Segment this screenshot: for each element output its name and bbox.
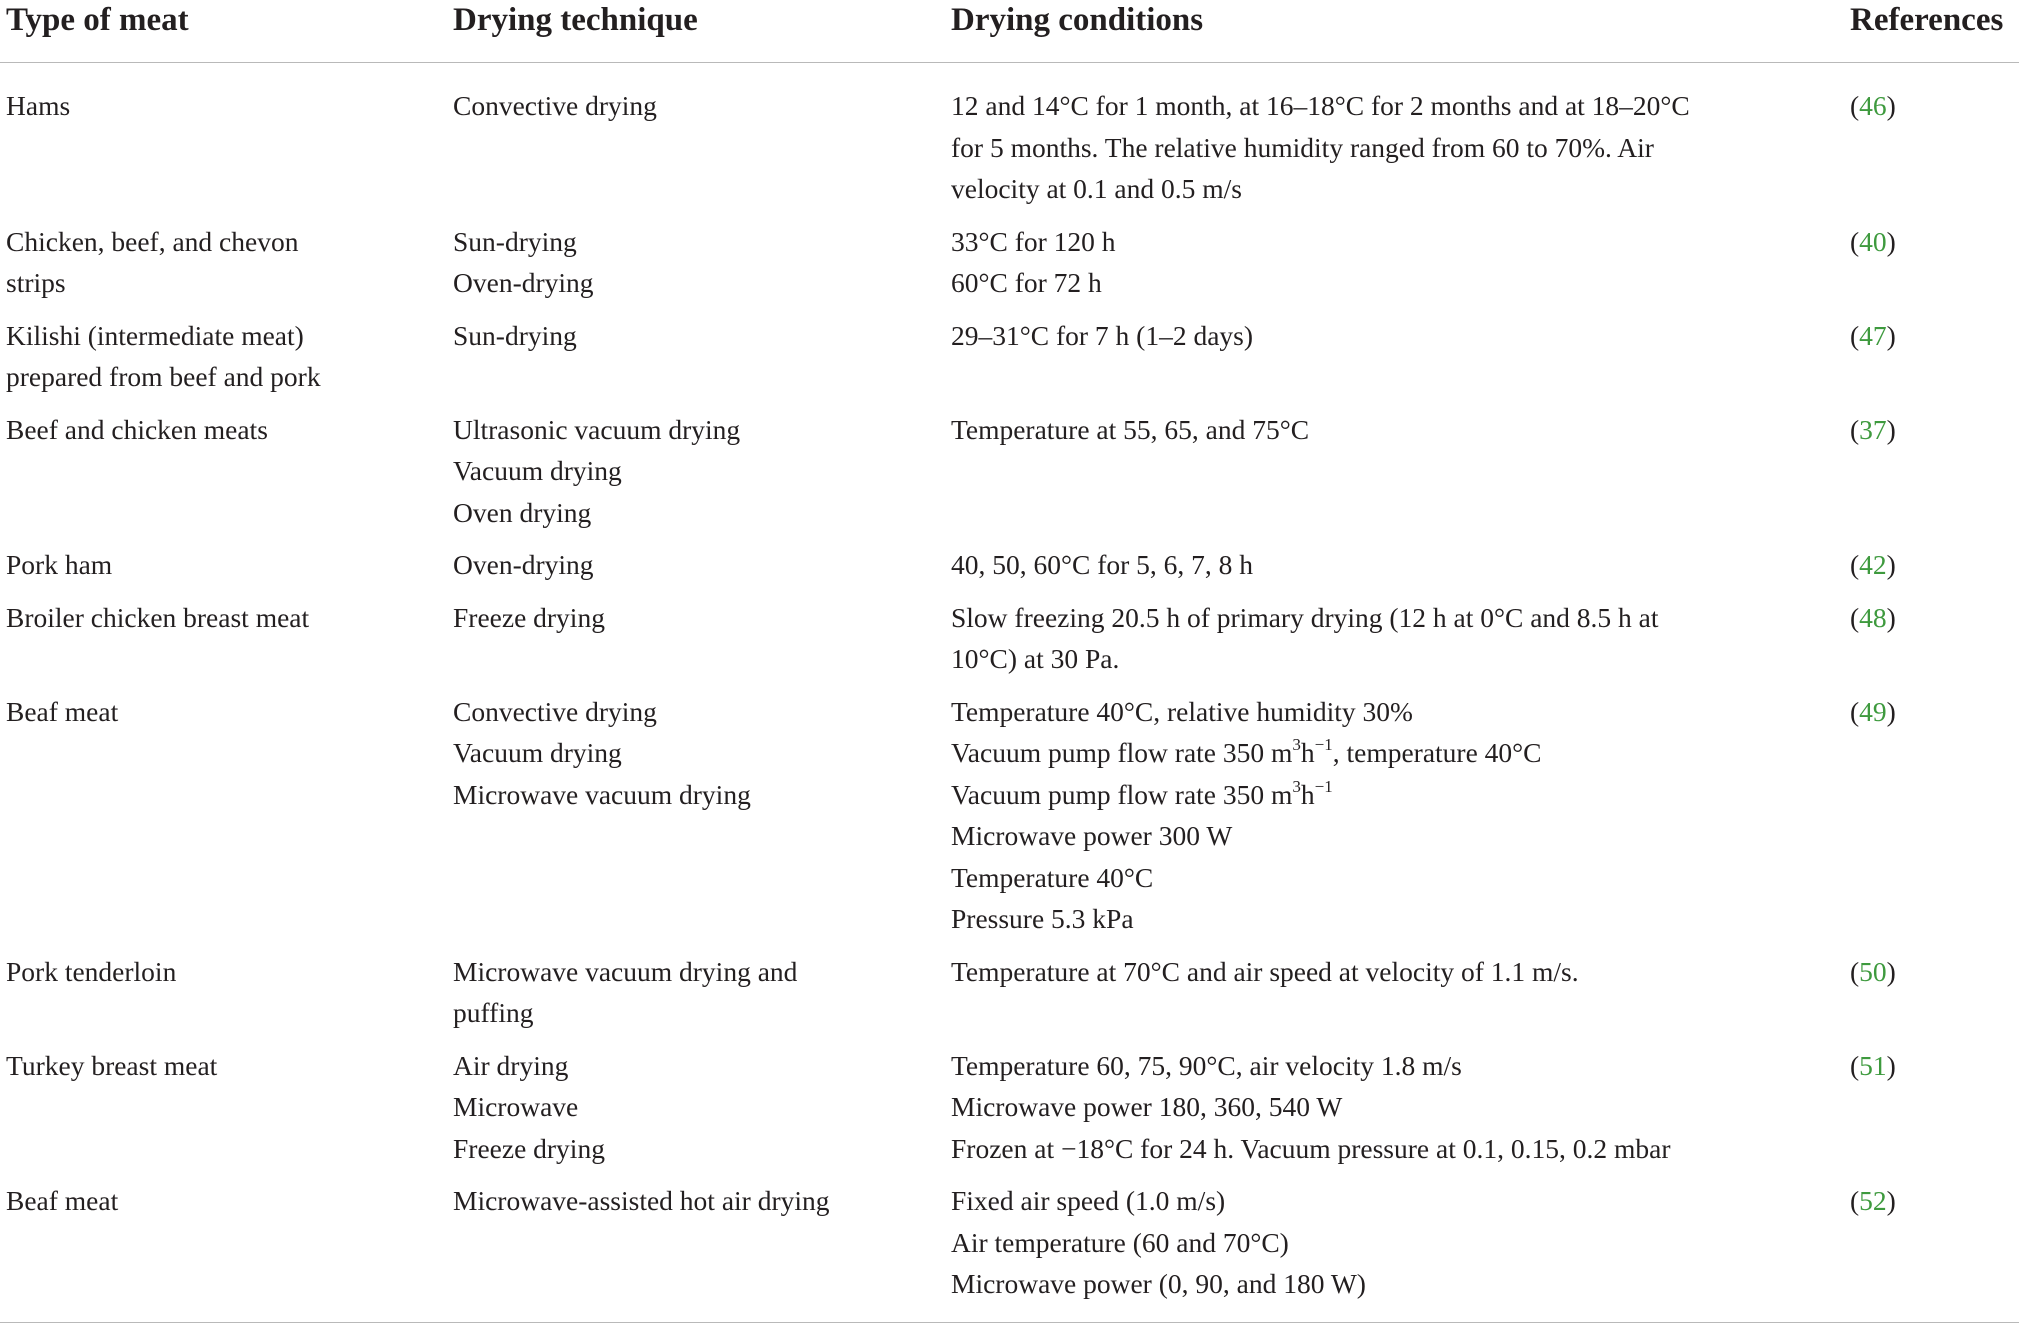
cell-type-of-meat [6,409,436,451]
cell-type-of-meat [6,951,436,993]
cell-drying-conditions-line: 60°C for 72 h [951,267,1102,298]
table-row [0,544,2019,597]
cell-drying-technique [453,409,933,534]
cell-drying-conditions-line: Air temperature (60 and 70°C) [951,1226,1289,1258]
cell-drying-conditions [951,691,1811,940]
cell-type-of-meat-line: Broiler chicken breast meat [6,601,310,633]
table-body [0,63,2019,1316]
cell-drying-conditions-line: Vacuum pump flow rate 350 $m^3h^{-1}$, temperature 40°C [951,735,1542,768]
cell-type-of-meat-line: Beaf meat [6,1185,119,1216]
cell-drying-conditions [951,221,1811,304]
cell-drying-conditions-line: velocity at 0.1 and 0.5 m/s [951,173,1242,204]
cell-drying-technique-line: Vacuum drying [453,455,622,486]
cell-drying-conditions-line: 29–31°C for 7 h (1–2 days) [951,319,1254,351]
cell-drying-conditions-line: Temperature at 70°C and air speed at velocity of 1.1 m/s. [951,955,1579,987]
cell-drying-conditions [951,85,1811,210]
cell-drying-conditions [951,315,1811,357]
cell-reference: (47) [1850,319,1896,351]
cell-drying-conditions-line: Temperature 60, 75, 90°C, air velocity 1.8 m/s [951,1049,1462,1081]
cell-reference: (51) [1850,1049,1896,1081]
cell-drying-conditions [951,951,1811,993]
cell-drying-technique-line: Freeze drying [453,601,605,633]
cell-type-of-meat-line: Pork ham [6,549,113,580]
cell-drying-technique-line: Vacuum drying [453,737,622,768]
header-drying-technique: Drying technique [453,2,698,38]
table-row [0,597,2019,691]
reference-link[interactable]: 47 [1859,319,1887,351]
cell-drying-conditions [951,409,1811,451]
cell-reference: (46) [1850,90,1896,121]
cell-drying-technique [453,221,933,304]
cell-drying-conditions-line: Vacuum pump flow rate 350 $m^3h^{-1}$ [951,776,1333,810]
cell-reference: (48) [1850,601,1896,633]
header-drying-conditions: Drying conditions [951,2,1204,38]
cell-drying-technique-line: Convective drying [453,695,657,727]
cell-drying-conditions-line: 10°C) at 30 Pa. [951,643,1120,674]
reference-link[interactable]: 37 [1859,413,1887,445]
table-row [0,951,2019,1045]
cell-type-of-meat [6,1045,436,1087]
cell-drying-conditions-line: Microwave power 180, 360, 540 W [951,1091,1343,1122]
cell-drying-conditions-line: Frozen at −18°C for 24 h. Vacuum pressure at 0.1, 0.15, 0.2 mbar [951,1132,1671,1164]
cell-type-of-meat [6,544,436,586]
cell-type-of-meat [6,315,436,398]
table-header [0,0,2019,63]
cell-drying-technique-line: Microwave [453,1091,579,1122]
cell-drying-technique-line: Convective drying [453,90,657,121]
cell-drying-conditions-line: Pressure 5.3 kPa [951,903,1134,934]
cell-drying-technique [453,691,933,816]
cell-drying-technique-line: Microwave-assisted hot air drying [453,1185,830,1216]
cell-drying-conditions-line: Temperature at 55, 65, and 75°C [951,413,1310,445]
cell-drying-conditions-line: 12 and 14°C for 1 month, at 16–18°C for 2 months and at 18–20°C [951,90,1690,121]
reference-link[interactable]: 40 [1859,225,1887,257]
cell-drying-technique-line: Oven-drying [453,549,594,580]
cell-drying-technique [453,597,933,639]
cell-reference: (50) [1850,955,1896,987]
reference-link[interactable]: 50 [1859,955,1887,987]
cell-type-of-meat-line: prepared from beef and pork [6,361,321,392]
cell-drying-technique [453,85,933,127]
table-row [0,1045,2019,1181]
cell-drying-conditions [951,1045,1811,1170]
cell-reference: (37) [1850,413,1896,445]
cell-drying-technique [453,544,933,586]
cell-drying-conditions-line: Microwave power 300 W [951,820,1233,851]
table-bottom-rule [0,1322,2019,1323]
cell-drying-conditions-line: 40, 50, 60°C for 5, 6, 7, 8 h [951,549,1254,580]
header-type-of-meat: Type of meat [6,2,189,38]
reference-link[interactable]: 42 [1859,549,1887,580]
table-row [0,315,2019,409]
cell-drying-technique [453,951,933,1034]
cell-type-of-meat-line: strips [6,267,66,298]
cell-drying-technique-line: Microwave vacuum drying [453,778,751,810]
cell-drying-conditions-line: Slow freezing 20.5 h of primary drying (12 h at 0°C and 8.5 h at [951,601,1659,633]
cell-type-of-meat-line: Hams [6,90,71,121]
cell-drying-technique [453,315,933,357]
cell-type-of-meat-line: Beaf meat [6,695,119,727]
table-row [0,409,2019,545]
header-references: References [1850,2,2004,38]
cell-drying-conditions-line: 33°C for 120 h [951,225,1116,257]
cell-drying-technique-line: puffing [453,997,534,1028]
cell-drying-conditions [951,597,1811,680]
cell-type-of-meat [6,597,436,639]
cell-drying-technique [453,1180,933,1222]
cell-drying-technique-line: Sun-drying [453,319,577,351]
reference-link[interactable]: 49 [1859,695,1887,727]
table-row [0,221,2019,315]
table-row [0,85,2019,221]
cell-drying-conditions [951,544,1811,586]
cell-type-of-meat [6,1180,436,1222]
reference-link[interactable]: 52 [1859,1185,1887,1216]
cell-drying-technique-line: Air drying [453,1049,569,1081]
cell-drying-conditions-line: Microwave power (0, 90, and 180 W) [951,1268,1366,1299]
cell-drying-technique-line: Sun-drying [453,225,577,257]
cell-type-of-meat [6,221,436,304]
cell-reference: (49) [1850,695,1896,727]
cell-drying-conditions [951,1180,1811,1305]
cell-type-of-meat [6,85,436,127]
reference-link[interactable]: 51 [1859,1049,1887,1081]
table-row [0,1180,2019,1316]
cell-reference: (40) [1850,225,1896,257]
cell-drying-conditions-line: Temperature 40°C [951,861,1154,893]
cell-type-of-meat-line: Turkey breast meat [6,1049,218,1081]
cell-drying-conditions-line: Fixed air speed (1.0 m/s) [951,1185,1226,1216]
reference-link[interactable]: 48 [1859,601,1887,633]
cell-type-of-meat-line: Pork tenderloin [6,955,177,987]
cell-type-of-meat-line: Beef and chicken meats [6,413,268,445]
cell-drying-conditions-line: for 5 months. The relative humidity ranged from 60 to 70%. Air [951,131,1654,163]
reference-link[interactable]: 46 [1859,90,1887,121]
cell-drying-technique-line: Microwave vacuum drying and [453,955,798,987]
cell-drying-conditions-line: Temperature 40°C, relative humidity 30% [951,695,1413,727]
cell-reference: (42) [1850,549,1896,580]
cell-drying-technique-line: Ultrasonic vacuum drying [453,413,741,445]
cell-type-of-meat-line: Chicken, beef, and chevon [6,225,299,257]
cell-type-of-meat [6,691,436,733]
cell-drying-technique [453,1045,933,1170]
cell-type-of-meat-line: Kilishi (intermediate meat) [6,319,304,351]
cell-drying-technique-line: Freeze drying [453,1132,605,1164]
table-row [0,691,2019,951]
cell-drying-technique-line: Oven-drying [453,267,594,298]
cell-drying-technique-line: Oven drying [453,496,592,528]
cell-reference: (52) [1850,1185,1896,1216]
